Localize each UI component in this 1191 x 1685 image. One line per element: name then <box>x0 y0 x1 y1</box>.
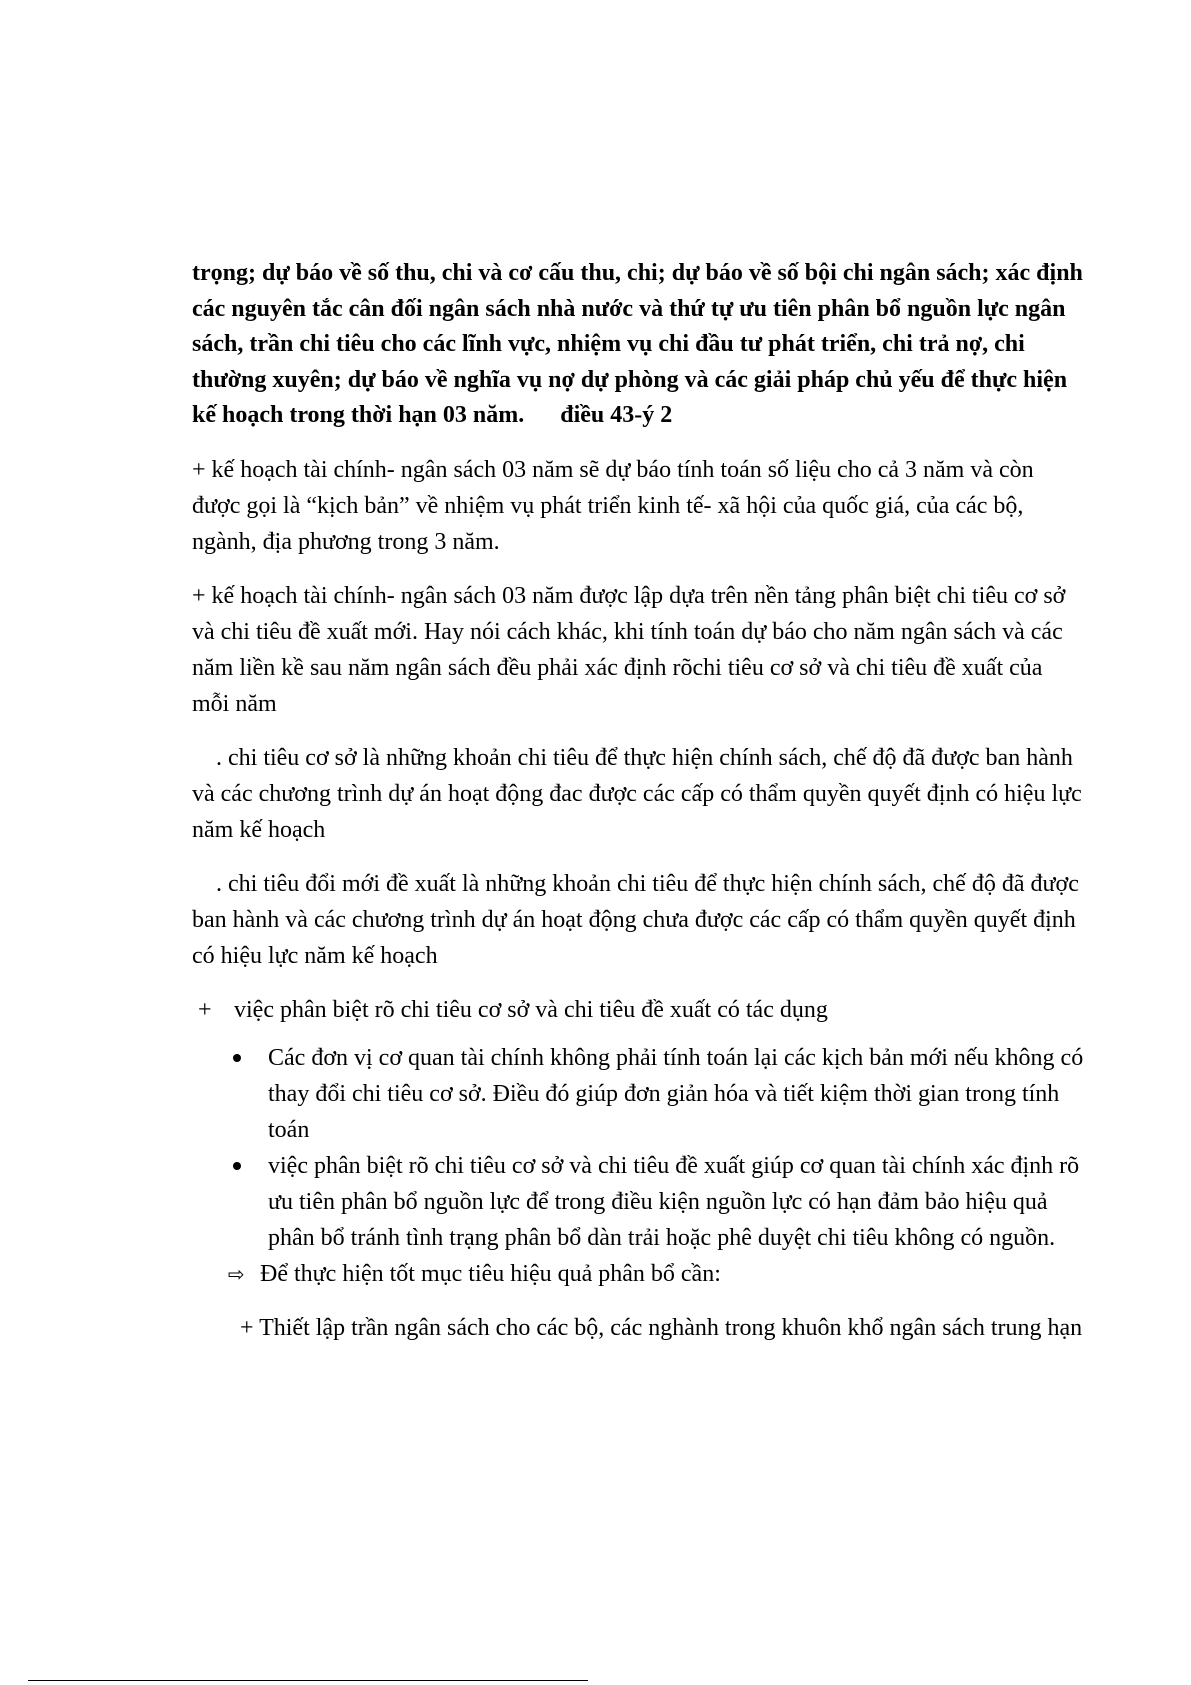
bold-paragraph <box>192 256 1084 434</box>
article-reference: điều 43-ý 2 <box>560 402 673 428</box>
plus-line <box>192 992 1084 1028</box>
plus-symbol: + <box>198 996 212 1023</box>
list-item <box>192 1148 1084 1256</box>
bullet-icon <box>233 1054 241 1062</box>
paragraph-4: . chi tiêu đổi mới đề xuất là những khoản chi tiêu để thực hiện chính sách, chế độ đã được ban hành và các chương trình dự án hoạt động chưa được các cấp có thẩm quyền quyết định có hiệu lực năm kế hoạch <box>192 870 1079 969</box>
arrow-line <box>192 1256 1084 1292</box>
bullet-icon <box>233 1162 241 1170</box>
list-item-text: việc phân biệt rõ chi tiêu cơ sở và chi tiêu đề xuất giúp cơ quan tài chính xác định rõ ưu tiên phân bổ nguồn lực để trong điều kiện nguồn lực có hạn đảm bảo hiệu quả phân bổ tránh tình trạng phân bổ dàn trải hoặc phê duyệt chi tiêu không có nguồn. <box>268 1152 1080 1251</box>
arrow-right-icon: ⇨ <box>228 1261 245 1286</box>
bold-paragraph-text: trọng; dự báo về số thu, chi và cơ cấu thu, chi; dự báo về số bội chi ngân sách; xác định các nguyên tắc cân đối ngân sách nhà nước và thứ tự ưu tiên phân bổ nguồn lực ngân sách, trần chi tiêu cho các lĩnh vực, nhiệm vụ chi đầu tư phát triển, chi trả nợ, chi thường xuyên; dự báo về nghĩa vụ nợ dự phòng và các giải pháp chủ yếu để thực hiện kế hoạch trong thời hạn 03 năm. <box>192 260 1083 428</box>
paragraph-2: + kế hoạch tài chính- ngân sách 03 năm được lập dựa trên nền tảng phân biệt chi tiêu cơ sở và chi tiêu đề xuất mới. Hay nói cách khác, khi tính toán dự báo cho năm ngân sách và các năm liền kề sau năm ngân sách đều phải xác định rõchi tiêu cơ sở và chi tiêu đề xuất của mỗi năm <box>192 582 1066 717</box>
last-paragraph: + Thiết lập trần ngân sách cho các bộ, các nghành trong khuôn khổ ngân sách trung hạn <box>240 1314 1083 1341</box>
paragraph-3: . chi tiêu cơ sở là những khoản chi tiêu để thực hiện chính sách, chế độ đã được ban hành và các chương trình dự án hoạt động đac được các cấp có thẩm quyền quyết định có hiệu lực năm kế hoạch <box>192 744 1082 843</box>
plus-line-text: việc phân biệt rõ chi tiêu cơ sở và chi tiêu đề xuất có tác dụng <box>234 996 828 1023</box>
bullet-list <box>192 1040 1084 1256</box>
list-item-text: Các đơn vị cơ quan tài chính không phải tính toán lại các kịch bản mới nếu không có thay đổi chi tiêu cơ sở. Điều đó giúp đơn giản hóa và tiết kiệm thời gian trong tính toán <box>268 1044 1084 1143</box>
document-body <box>192 256 1084 1346</box>
paragraph-1: + kế hoạch tài chính- ngân sách 03 năm sẽ dự báo tính toán số liệu cho cả 3 năm và còn được gọi là “kịch bản” về nhiệm vụ phát triển kinh tế- xã hội của quốc giá, của các bộ, ngành, địa phương trong 3 năm. <box>192 456 1034 555</box>
footer-divider <box>28 1680 588 1681</box>
list-item <box>192 1040 1084 1148</box>
arrow-line-text: Để thực hiện tốt mục tiêu hiệu quả phân bổ cần: <box>260 1260 721 1287</box>
